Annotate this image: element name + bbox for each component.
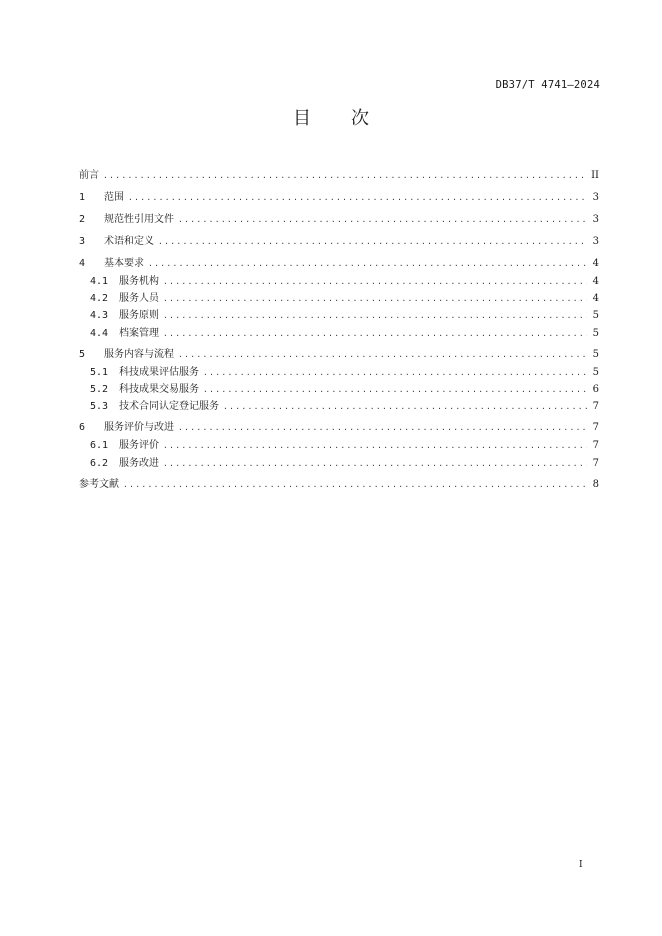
toc-entry-page: 7 bbox=[592, 440, 599, 452]
toc-title-char-2: 次 bbox=[351, 108, 369, 129]
toc-entry-number: 6.1 bbox=[90, 440, 109, 452]
toc-entry-6[interactable] bbox=[79, 418, 599, 437]
toc-entry-page: 3 bbox=[592, 236, 599, 247]
toc-entry-label: 档案管理 bbox=[119, 327, 159, 339]
toc-leader-dots bbox=[163, 455, 587, 472]
toc-entry-label: 基本要求 bbox=[104, 258, 144, 269]
toc-entry-page: II bbox=[591, 170, 599, 181]
toc-entry-label: 服务改进 bbox=[119, 457, 159, 469]
toc-entry-label: 技术合同认定登记服务 bbox=[119, 401, 219, 413]
toc-entry-5[interactable] bbox=[79, 345, 599, 364]
toc-entry-5-2[interactable] bbox=[79, 381, 599, 398]
toc-entry-page: 4 bbox=[592, 293, 599, 305]
toc-entry-number: 4.4 bbox=[90, 327, 109, 339]
toc-entry-page: 4 bbox=[592, 258, 599, 269]
toc-entry-3[interactable] bbox=[79, 232, 599, 251]
toc-leader-dots bbox=[163, 290, 587, 307]
toc-entry-label: 服务评价 bbox=[119, 440, 159, 452]
toc-entry-page: 5 bbox=[592, 366, 599, 378]
toc-entry-page: 7 bbox=[592, 401, 599, 413]
toc-entry-number: 4 bbox=[79, 258, 86, 269]
toc-entry-page: 6 bbox=[592, 383, 599, 395]
toc-entry-number: 1 bbox=[79, 192, 86, 203]
toc-entry-label: 服务评价与改进 bbox=[104, 422, 174, 434]
document-code: DB37/T 4741—2024 bbox=[495, 79, 600, 91]
table-of-contents bbox=[79, 166, 599, 494]
toc-leader-dots bbox=[128, 188, 587, 207]
toc-entry-label: 科技成果评估服务 bbox=[119, 366, 199, 378]
toc-title bbox=[0, 104, 662, 130]
toc-entry-page: 5 bbox=[592, 310, 599, 322]
toc-entry-foreword[interactable] bbox=[79, 166, 599, 185]
toc-entry-1[interactable] bbox=[79, 188, 599, 207]
toc-leader-dots bbox=[223, 398, 587, 415]
toc-leader-dots bbox=[148, 254, 587, 273]
toc-entry-number: 2 bbox=[79, 214, 86, 225]
toc-leader-dots bbox=[203, 364, 587, 381]
toc-entry-number: 4.3 bbox=[90, 310, 109, 322]
toc-entry-5-3[interactable] bbox=[79, 398, 599, 415]
toc-entry-label: 服务内容与流程 bbox=[104, 348, 174, 360]
toc-entry-4[interactable] bbox=[79, 254, 599, 273]
toc-entry-number: 5.1 bbox=[90, 366, 109, 378]
toc-leader-dots bbox=[178, 418, 587, 437]
toc-entry-6-2[interactable] bbox=[79, 455, 599, 472]
toc-leader-dots bbox=[103, 166, 587, 185]
toc-entry-page: 7 bbox=[592, 422, 599, 434]
toc-entry-label: 前言 bbox=[79, 170, 99, 181]
toc-leader-dots bbox=[178, 345, 587, 364]
toc-entry-label: 服务原则 bbox=[119, 310, 159, 322]
toc-entry-4-4[interactable] bbox=[79, 325, 599, 342]
toc-entry-number: 3 bbox=[79, 236, 86, 247]
toc-title-char-1: 目 bbox=[293, 108, 311, 129]
toc-leader-dots bbox=[158, 232, 587, 251]
toc-leader-dots bbox=[163, 307, 587, 324]
toc-entry-label: 术语和定义 bbox=[104, 236, 154, 247]
toc-entry-label: 规范性引用文件 bbox=[104, 214, 174, 225]
toc-leader-dots bbox=[178, 210, 587, 229]
toc-leader-dots bbox=[163, 273, 587, 290]
toc-entry-4-2[interactable] bbox=[79, 290, 599, 307]
toc-entry-number: 5.3 bbox=[90, 401, 109, 413]
toc-entry-label: 参考文献 bbox=[79, 478, 119, 490]
toc-entry-number: 6.2 bbox=[90, 457, 109, 469]
toc-entry-page: 3 bbox=[592, 214, 599, 225]
toc-entry-4-3[interactable] bbox=[79, 307, 599, 324]
toc-entry-number: 5.2 bbox=[90, 383, 109, 395]
toc-entry-page: 5 bbox=[592, 348, 599, 360]
toc-entry-references[interactable] bbox=[79, 475, 599, 494]
toc-entry-page: 3 bbox=[592, 192, 599, 203]
toc-entry-number: 4.2 bbox=[90, 293, 109, 305]
toc-entry-6-1[interactable] bbox=[79, 437, 599, 454]
toc-entry-number: 6 bbox=[79, 422, 86, 434]
toc-entry-page: 5 bbox=[592, 327, 599, 339]
toc-entry-2[interactable] bbox=[79, 210, 599, 229]
toc-entry-page: 7 bbox=[592, 457, 599, 469]
toc-entry-5-1[interactable] bbox=[79, 364, 599, 381]
page-number: I bbox=[579, 860, 583, 870]
toc-leader-dots bbox=[163, 437, 587, 454]
toc-leader-dots bbox=[123, 475, 587, 494]
toc-entry-number: 5 bbox=[79, 348, 86, 360]
toc-entry-4-1[interactable] bbox=[79, 273, 599, 290]
toc-entry-page: 4 bbox=[592, 276, 599, 287]
toc-entry-label: 服务机构 bbox=[119, 276, 159, 287]
toc-leader-dots bbox=[203, 381, 587, 398]
toc-leader-dots bbox=[163, 325, 587, 342]
toc-entry-label: 服务人员 bbox=[119, 293, 159, 305]
toc-entry-page: 8 bbox=[592, 478, 599, 490]
toc-entry-number: 4.1 bbox=[90, 276, 109, 287]
toc-entry-label: 科技成果交易服务 bbox=[119, 383, 199, 395]
toc-entry-label: 范围 bbox=[104, 192, 124, 203]
